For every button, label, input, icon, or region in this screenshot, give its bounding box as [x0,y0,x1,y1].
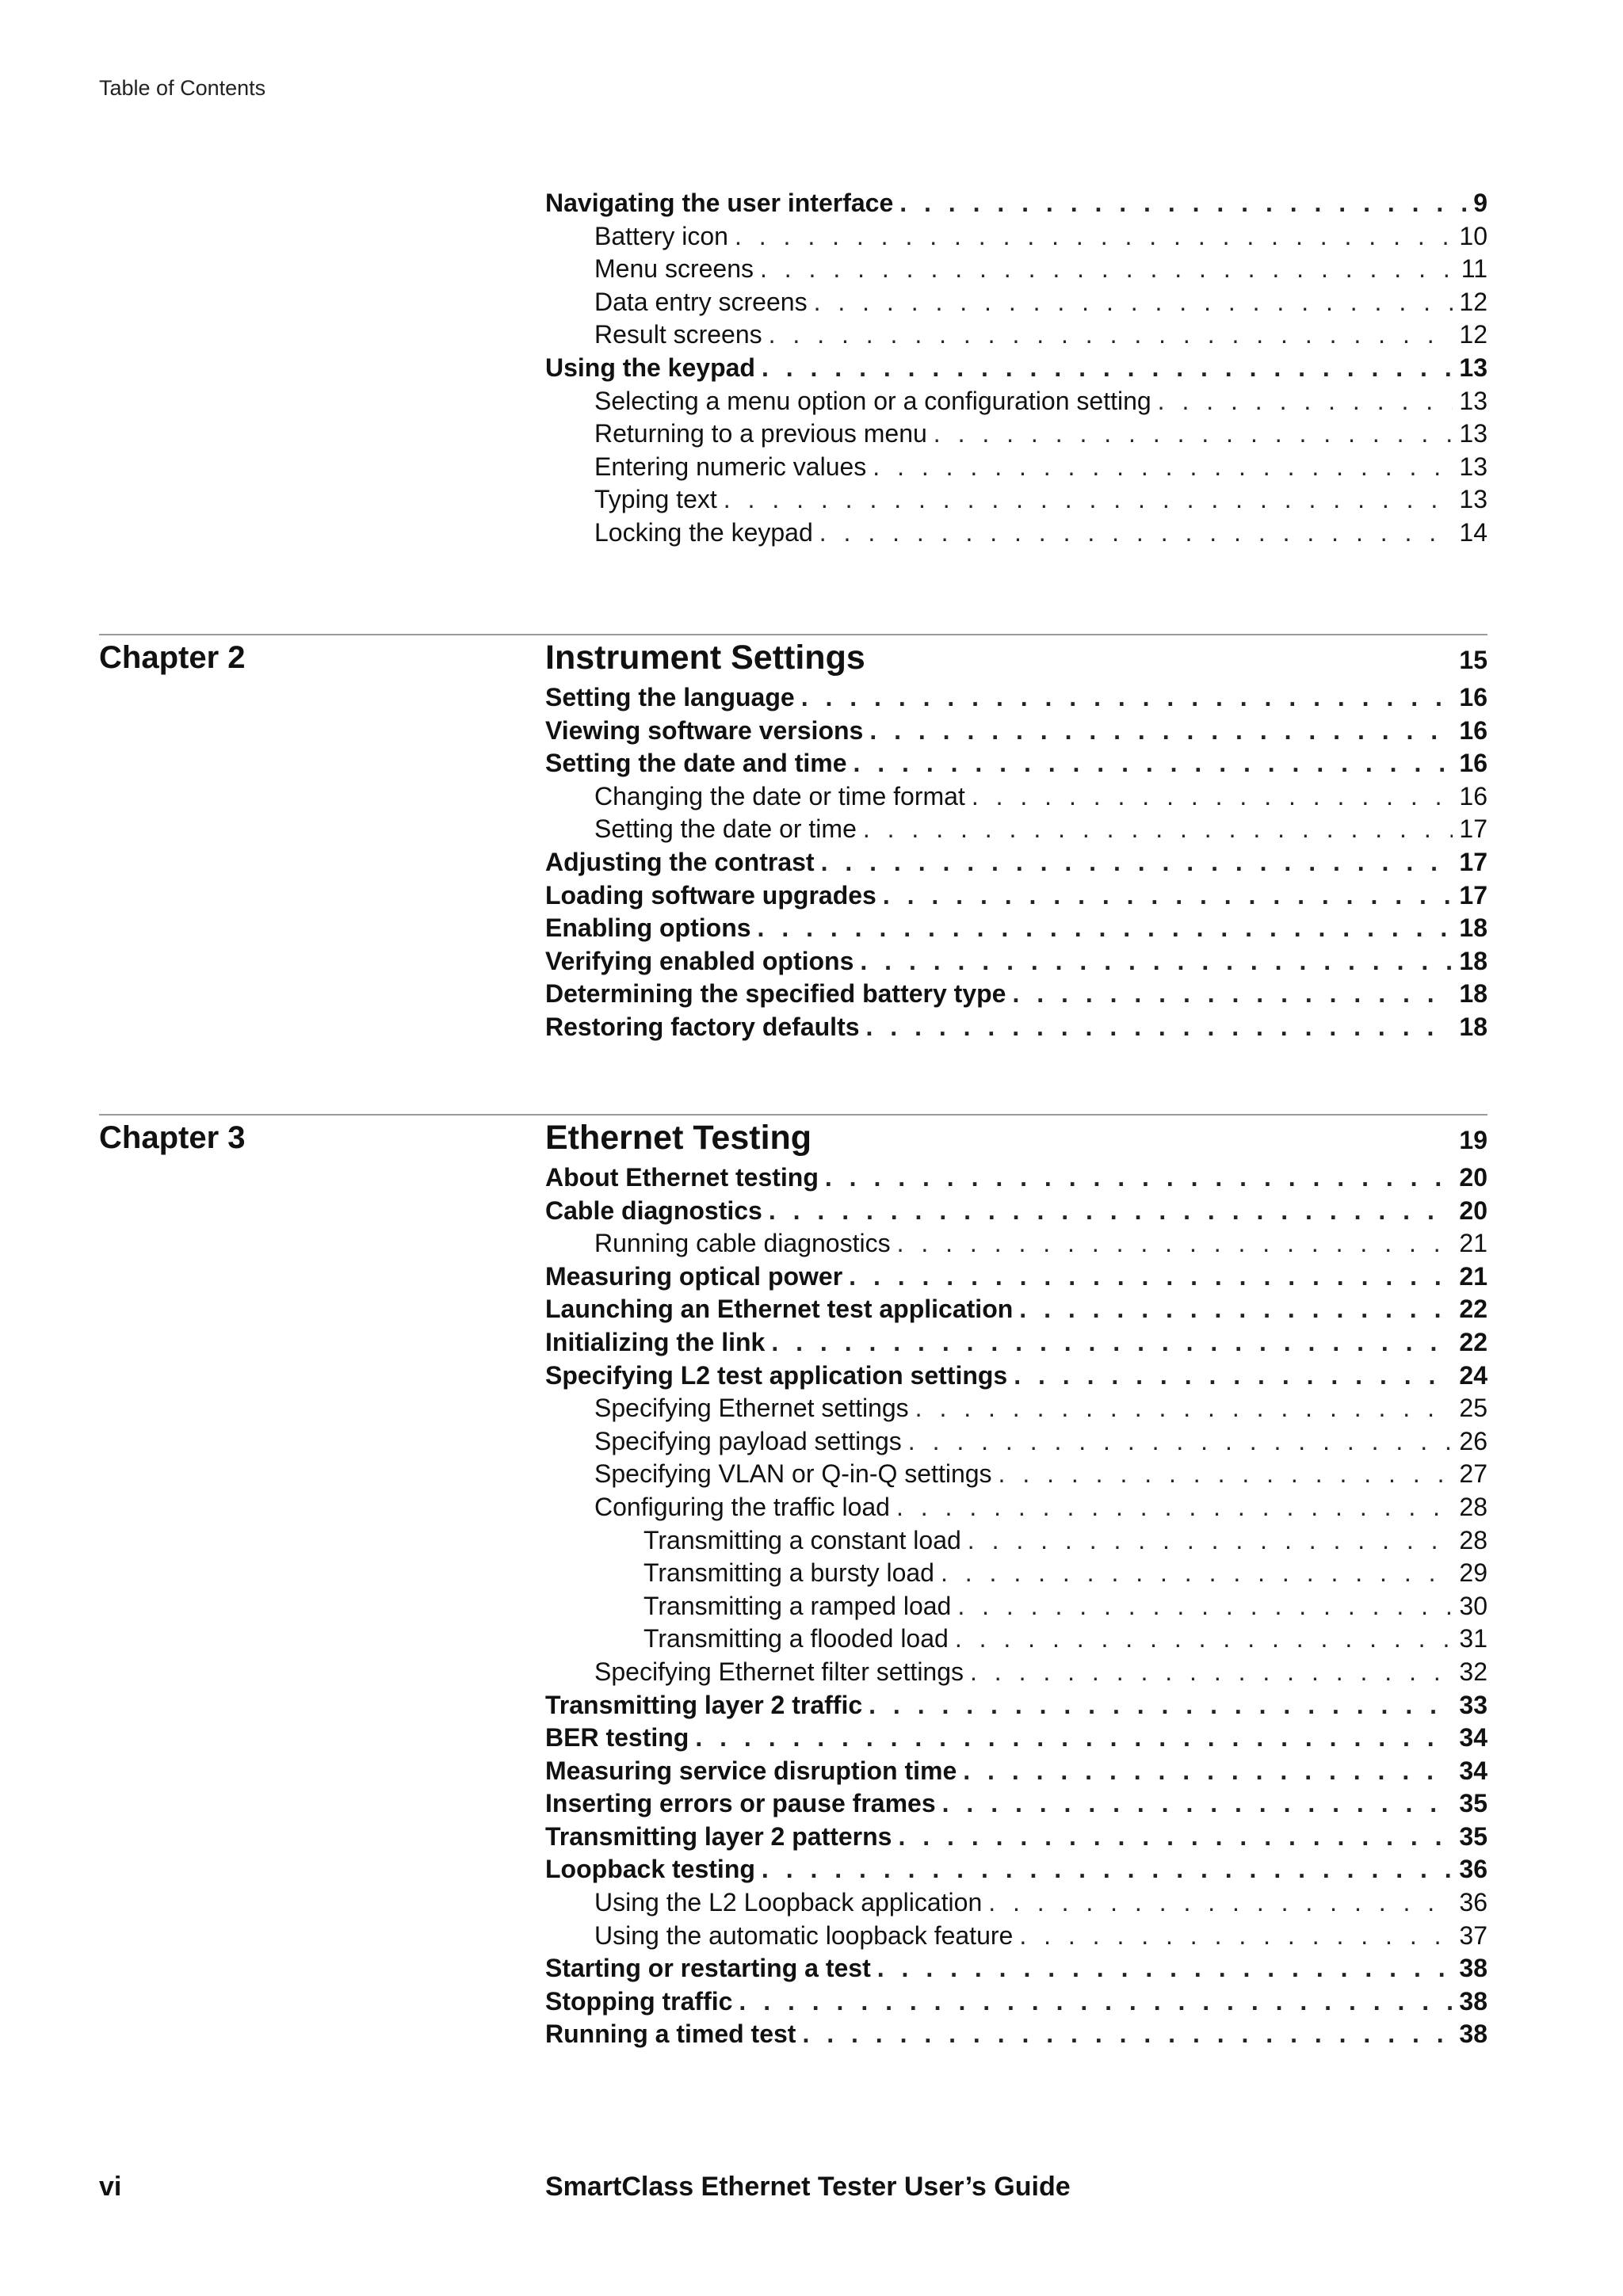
toc-entry-title: Running cable diagnostics [594,1229,891,1258]
toc-entry-title: Transmitting a constant load [643,1525,961,1554]
toc-entry-level-2[interactable] [545,1427,1487,1460]
toc-entry-level-2[interactable] [545,419,1487,452]
toc-entry-page-number: 33 [1459,1690,1487,1719]
chapter-heading[interactable] [545,639,1487,683]
toc-entry-title: Cable diagnostics [545,1196,762,1225]
toc-entry-page-number: 31 [1459,1624,1487,1653]
toc-entry-level-1[interactable] [545,353,1487,387]
toc-entry-level-1[interactable] [545,749,1487,782]
toc-entry-title: Loopback testing [545,1855,755,1884]
toc-entry-page-number: 34 [1459,1723,1487,1753]
toc-entry-page-number: 27 [1459,1459,1487,1489]
toc-entry-page-number: 21 [1459,1261,1487,1291]
toc-entry-page-number: 38 [1459,2019,1487,2049]
toc-entry-level-1[interactable] [545,1262,1487,1295]
chapter-title: Instrument Settings [545,639,865,677]
toc-entry-title: Running a timed test [545,2019,796,2049]
toc-entry-level-1[interactable] [545,1196,1487,1230]
toc-entry-level-1[interactable] [545,683,1487,716]
dot-leader [860,947,1453,976]
dot-leader [908,1427,1453,1456]
toc-entry-list [545,189,1487,551]
dot-leader [1014,1361,1453,1390]
toc-entry-level-1[interactable] [545,848,1487,881]
toc-entry-page-number: 13 [1459,386,1487,415]
dot-leader [999,1459,1453,1489]
dot-leader [801,683,1453,712]
toc-entry-title: Using the keypad [545,353,755,382]
toc-entry-level-1[interactable] [545,1987,1487,2020]
toc-entry-page-number: 16 [1459,715,1487,745]
chapter-heading[interactable] [545,1119,1487,1163]
dot-leader [853,749,1453,778]
dot-leader [988,1888,1453,1917]
dot-leader [941,1558,1453,1588]
toc-entry-title: Starting or restarting a test [545,1954,871,1983]
toc-entry-level-2[interactable] [545,1459,1487,1493]
toc-entry-title: Restoring factory defaults [545,1012,860,1041]
toc-entry-page-number: 11 [1461,254,1487,284]
toc-entry-title: BER testing [545,1723,689,1753]
toc-entry-title: Determining the specified battery type [545,979,1006,1009]
toc-entry-title: Returning to a previous menu [594,419,927,448]
dot-leader [821,848,1453,877]
toc-entry-page-number: 13 [1459,452,1487,481]
toc-entry-title: Using the automatic loopback feature [594,1920,1014,1950]
toc-entry-title: Transmitting layer 2 traffic [545,1690,863,1719]
toc-entry-page-number: 35 [1459,1821,1487,1851]
dot-leader [955,1624,1453,1653]
dot-leader [1019,1295,1453,1324]
dot-leader [1158,387,1453,416]
chapter-page-number: 19 [1459,1126,1487,1154]
toc-entry-level-2[interactable] [545,320,1487,353]
toc-entry-page-number: 26 [1459,1426,1487,1455]
toc-entry-level-3[interactable] [545,1624,1487,1657]
toc-entry-page-number: 24 [1459,1360,1487,1390]
toc-entry-level-1[interactable] [545,189,1487,222]
dot-leader [957,1592,1453,1621]
toc-entry-page-number: 36 [1459,1855,1487,1884]
toc-entry-page-number: 38 [1459,1986,1487,2016]
toc-entry-level-1[interactable] [545,1756,1487,1790]
toc-entry-title: Menu screens [594,254,754,284]
toc-entry-title: Stopping traffic [545,1986,733,2016]
dot-leader [897,1229,1453,1258]
toc-entry-level-2[interactable] [545,782,1487,815]
chapter-page-number: 15 [1459,646,1487,674]
toc-entry-title: Specifying L2 test application settings [545,1360,1008,1390]
toc-entry-level-1[interactable] [545,1822,1487,1855]
toc-entry-title: Selecting a menu option or a configuration setting [594,386,1151,415]
toc-entry-level-1[interactable] [545,1163,1487,1196]
toc-entry-title: Specifying Ethernet filter settings [594,1657,964,1686]
toc-entry-page-number: 18 [1459,913,1487,943]
toc-entry-level-1[interactable] [545,1691,1487,1724]
toc-entry-title: Transmitting layer 2 patterns [545,1821,892,1851]
toc-entry-level-2[interactable] [545,387,1487,420]
toc-entry-level-2[interactable] [545,485,1487,518]
dot-leader [825,1163,1453,1192]
dot-leader [963,1756,1453,1786]
dot-leader [814,288,1453,317]
toc-entry-level-2[interactable] [545,1394,1487,1427]
toc-entry-page-number: 36 [1459,1888,1487,1917]
toc-entry-level-2[interactable] [545,1229,1487,1262]
dot-leader [972,782,1453,811]
toc-entry-level-1[interactable] [545,1013,1487,1046]
toc-entry-title: Typing text [594,485,717,514]
toc-entry-page-number: 9 [1473,189,1487,217]
dot-leader [819,518,1453,547]
toc-entry-page-number: 20 [1459,1196,1487,1225]
toc-entry-page-number: 28 [1459,1525,1487,1554]
toc-entry-page-number: 18 [1459,946,1487,975]
toc-entry-level-1[interactable] [545,881,1487,914]
toc-entry-page-number: 17 [1459,880,1487,910]
toc-entry-level-2[interactable] [545,1888,1487,1921]
toc-entry-title: Setting the date or time [594,814,857,844]
toc-entry-page-number: 32 [1459,1657,1487,1686]
toc-entry-page-number: 34 [1459,1756,1487,1785]
toc-entry-title: Setting the date and time [545,749,847,778]
dot-leader [849,1262,1453,1291]
toc-entry-page-number: 18 [1459,1012,1487,1041]
toc-entry-level-2[interactable] [545,288,1487,321]
toc-entry-page-number: 18 [1459,979,1487,1009]
toc-entry-page-number: 13 [1459,419,1487,448]
toc-entry-level-1[interactable] [545,979,1487,1013]
toc-entry-page-number: 22 [1459,1295,1487,1324]
toc-section-chapter-1-continued [99,189,1487,561]
footer-book-title: SmartClass Ethernet Tester User’s Guide [545,2172,1071,2202]
toc-entry-page-number: 17 [1459,847,1487,876]
toc-entry-page-number: 38 [1459,1954,1487,1983]
toc-entry-level-1[interactable] [545,1954,1487,1987]
dot-leader [934,419,1453,448]
toc-entry-title: Entering numeric values [594,452,867,481]
dot-leader [898,1822,1453,1852]
dot-leader [873,452,1453,482]
dot-leader [968,1526,1453,1555]
toc-entry-title: About Ethernet testing [545,1163,819,1192]
toc-entry-level-2[interactable] [545,518,1487,551]
toc-entry-level-3[interactable] [545,1526,1487,1559]
running-header: Table of Contents [99,76,266,100]
dot-leader [942,1789,1453,1818]
dot-leader [869,716,1453,746]
dot-leader [1012,979,1453,1009]
toc-chapter-block [545,639,1487,1046]
toc-entry-page-number: 35 [1459,1789,1487,1818]
dot-leader [695,1723,1453,1753]
chapter-label: Chapter 2 [99,640,246,675]
dot-leader [762,353,1453,383]
dot-leader [899,189,1467,218]
dot-leader [724,485,1453,514]
toc-entry-level-3[interactable] [545,1592,1487,1625]
toc-entry-page-number: 17 [1459,814,1487,844]
toc-entry-title: Specifying Ethernet settings [594,1394,909,1423]
chapter-label: Chapter 3 [99,1120,246,1155]
toc-entry-title: Data entry screens [594,287,808,316]
toc-entry-level-1[interactable] [545,1789,1487,1822]
dot-leader [769,1196,1453,1226]
toc-entry-level-2[interactable] [545,222,1487,255]
toc-entry-list [545,1163,1487,2053]
toc-entry-title: Inserting errors or pause frames [545,1789,936,1818]
toc-entry-title: Setting the language [545,683,795,711]
toc-entry-level-1[interactable] [545,716,1487,749]
dot-leader [1019,1921,1453,1951]
toc-entry-page-number: 16 [1459,749,1487,778]
toc-entry-list [545,683,1487,1046]
toc-entry-page-number: 14 [1459,517,1487,547]
dot-leader [863,814,1453,844]
toc-entry-page-number: 37 [1459,1920,1487,1950]
toc-entry-title: Result screens [594,320,762,349]
toc-entry-page-number: 12 [1459,287,1487,316]
toc-entry-title: Transmitting a bursty load [643,1558,934,1588]
toc-entry-level-1[interactable] [545,1295,1487,1328]
toc-entry-level-2[interactable] [545,814,1487,848]
toc-entry-page-number: 12 [1459,320,1487,349]
toc-entry-title: Specifying VLAN or Q-in-Q settings [594,1459,992,1489]
toc-entry-level-2[interactable] [545,1657,1487,1691]
toc-entry-page-number: 21 [1459,1229,1487,1258]
toc-entry-level-1[interactable] [545,1328,1487,1361]
chapter-divider [99,1114,1487,1116]
dot-leader [758,913,1453,943]
dot-leader [896,1493,1453,1522]
footer-page-number: vi [99,2172,122,2202]
toc-entry-page-number: 10 [1459,221,1487,250]
toc-entry-title: Initializing the link [545,1327,766,1356]
toc-entry-title: Transmitting a flooded load [643,1624,949,1653]
toc-entry-title: Measuring service disruption time [545,1756,957,1785]
toc-entry-title: Specifying payload settings [594,1426,902,1455]
dot-leader [802,2019,1453,2049]
dot-leader [735,222,1453,251]
toc-entry-page-number: 22 [1459,1327,1487,1356]
chapter-divider [99,634,1487,635]
toc-entry-title: Navigating the user interface [545,189,894,217]
dot-leader [970,1657,1453,1687]
toc-entry-page-number: 28 [1459,1492,1487,1521]
toc-section-chapter-2 [99,634,1487,1046]
toc-entry-title: Using the L2 Loopback application [594,1888,983,1917]
toc-entry-title: Viewing software versions [545,715,864,745]
toc-entry-title: Configuring the traffic load [594,1492,890,1521]
toc-entry-title: Transmitting a ramped load [643,1591,952,1620]
dot-leader [762,1855,1453,1884]
toc-section-chapter-3 [99,1114,1487,2065]
toc-entry-page-number: 29 [1459,1558,1487,1588]
toc-entry-title: Changing the date or time format [594,781,965,810]
dot-leader [739,1987,1453,2016]
toc-entry-page-number: 30 [1459,1591,1487,1620]
toc-entry-page-number: 20 [1459,1163,1487,1192]
toc-entry-level-2[interactable] [545,1493,1487,1526]
toc-entry-title: Launching an Ethernet test application [545,1295,1014,1324]
chapter-title: Ethernet Testing [545,1119,812,1157]
dot-leader [769,320,1453,349]
toc-entry-page-number: 13 [1459,485,1487,514]
toc-entry-title: Adjusting the contrast [545,847,815,876]
toc-entry-level-1[interactable] [545,947,1487,980]
toc-entry-page-number: 25 [1459,1394,1487,1423]
toc-entry-title: Battery icon [594,221,728,250]
dot-leader [883,881,1453,910]
toc-entry-title: Locking the keypad [594,517,813,547]
dot-leader [915,1394,1453,1423]
toc-entry-level-1[interactable] [545,1855,1487,1888]
toc-entry-page-number: 13 [1459,353,1487,382]
toc-entry-level-3[interactable] [545,1558,1487,1592]
toc-entry-level-2[interactable] [545,452,1487,486]
toc-entry-level-1[interactable] [545,913,1487,947]
toc-entry-level-2[interactable] [545,254,1487,288]
toc-entry-page-number: 16 [1459,683,1487,711]
toc-entry-level-1[interactable] [545,2019,1487,2053]
dot-leader [771,1328,1453,1357]
toc-chapter-block [545,1119,1487,2053]
toc-entry-title: Measuring optical power [545,1261,843,1291]
toc-entry-title: Verifying enabled options [545,946,854,975]
dot-leader [877,1954,1453,1983]
dot-leader [869,1691,1453,1720]
toc-entry-level-1[interactable] [545,1361,1487,1394]
dot-leader [866,1013,1453,1042]
toc-entry-title: Loading software upgrades [545,880,876,910]
toc-entry-level-1[interactable] [545,1723,1487,1756]
toc-entry-page-number: 16 [1459,781,1487,810]
toc-entry-title: Enabling options [545,913,751,943]
dot-leader [760,254,1455,284]
toc-entry-level-2[interactable] [545,1921,1487,1955]
